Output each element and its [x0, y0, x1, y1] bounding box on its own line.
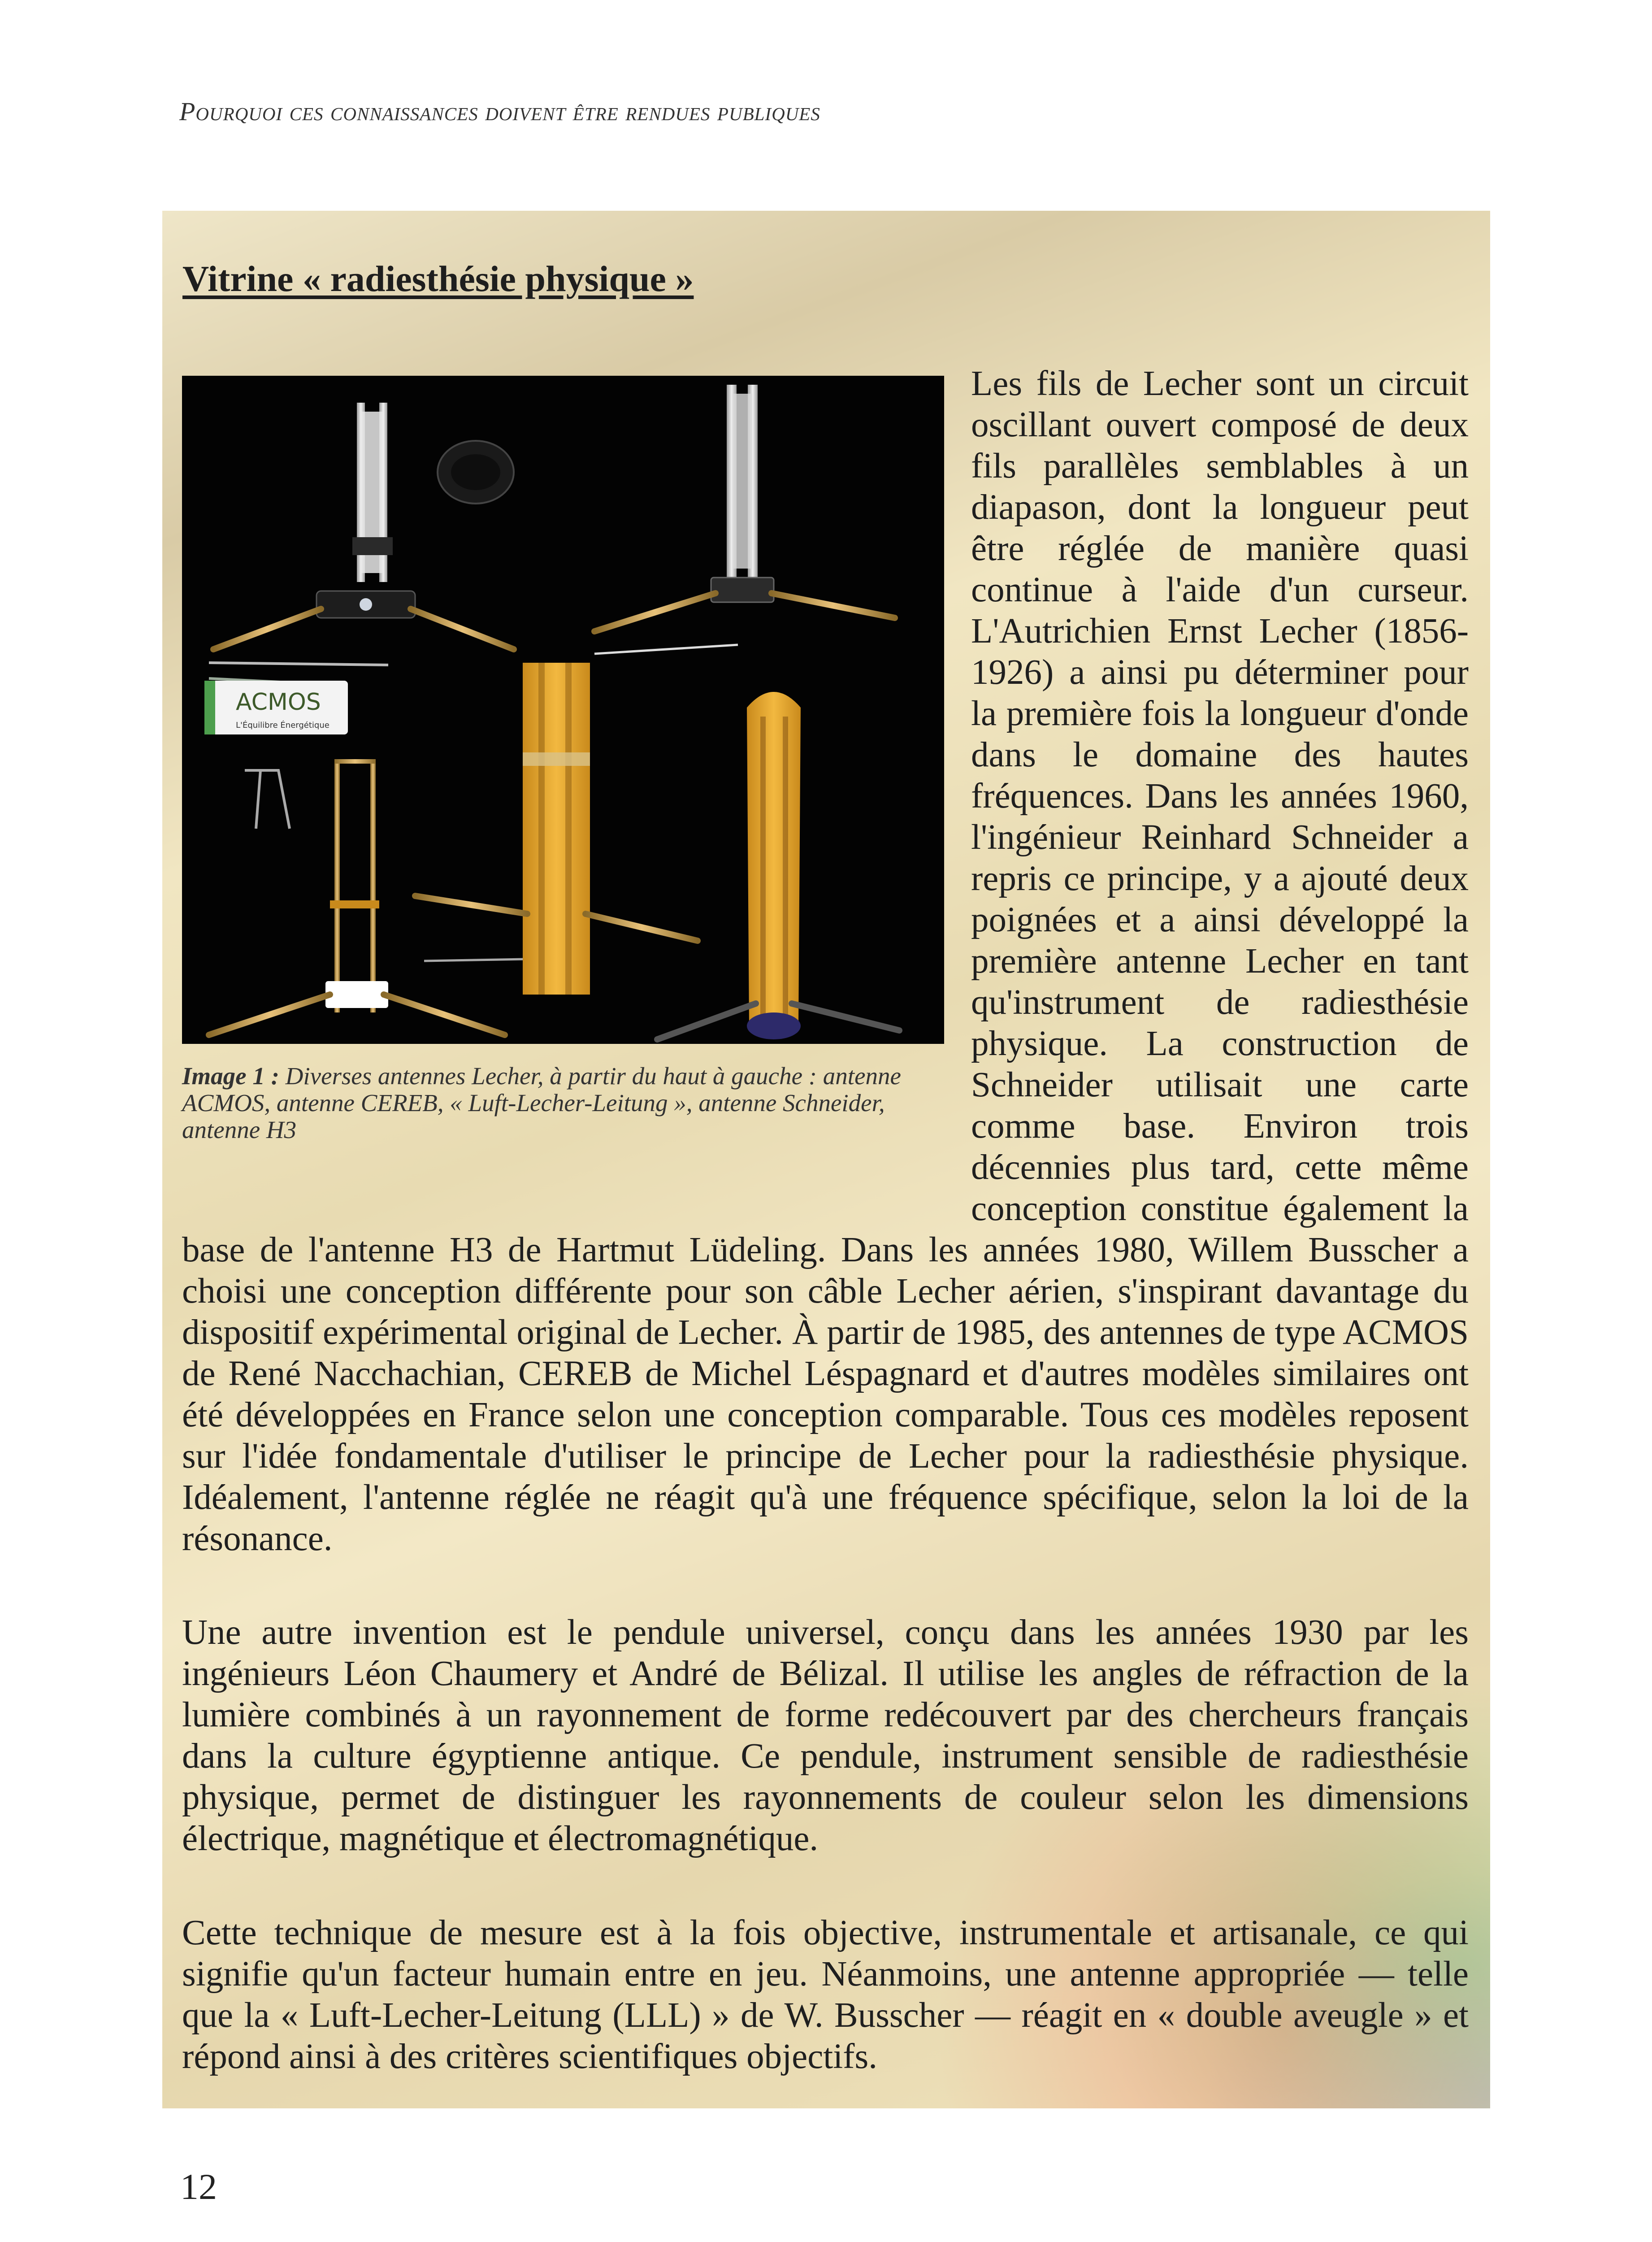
acmos-box-tagline: L'Équilibre Énergétique [236, 721, 330, 730]
antenna-photo [182, 376, 944, 1044]
content-panel [162, 211, 1490, 2108]
acmos-box-brand: ACMOS [236, 689, 321, 716]
paragraph-pendule: Une autre invention est le pendule universel, conçu dans les années 1930 par les ingénieurs Léon Chaumery et André de Bélizal. Il utilise les angles de réfraction de la lumière combinés à un rayonnement de forme redécouvert par des chercheurs français dans la culture égyptienne antique. Ce pendule, instrument sensible de radiesthésie physique, permet de distinguer les rayonnements de couleur selon les dimensions électrique, magnétique et électromagnétique. [182, 1613, 1469, 1858]
section-title: Vitrine « radiesthésie physique » [182, 258, 694, 299]
figure [182, 363, 944, 1215]
running-header: Pourquoi ces connaissances doivent être rendues publiques [179, 97, 820, 126]
paragraph-technique: Cette technique de mesure est à la fois objective, instrumentale et artisanale, ce qui signifie qu'un facteur humain entre en jeu. Néanmoins, une antenne appropriée — telle que la « Luft-Lecher-Leitung (LLL) » de W. Busscher — réagit en « double aveugle » et répond ainsi à des critères scientifiques objectifs. [182, 1913, 1469, 2076]
caption-text: Diverses antennes Lecher, à partir du haut à gauche : antenne ACMOS, antenne CEREB, « Luft-Lecher-Leitung », antenne Schneider, antenne H3 [182, 1062, 901, 1143]
paragraph-lecher-text: Les fils de Lecher sont un circuit oscillant ouvert composé de deux fils parallèles semblables à un diapason, dont la longueur peut être réglée de manière quasi continue à l'aide d'un curseur. L'Autrichien Ernst Lecher (1856-1926) a ainsi pu déterminer pour la première fois la longueur d'onde dans le domaine des hautes fréquences. Dans les années 1960, l'ingénieur Reinhard Schneider a repris ce principe, y a ajouté deux poignées et a ainsi développé la première antenne Lecher en tant qu'instrument de radiesthésie physique. La construction de Schneider utilisait une carte comme base. Environ trois décennies plus tard, cette même conception constitue également la base de l'antenne H3 de Hartmut Lüdeling. Dans les années 1980, Willem Busscher a choisi une conception différente pour son câble Lecher aérien, s'inspirant davantage du dispositif expérimental original de Lecher. À partir de 1985, des antennes de type ACMOS de René Nacchachian, CEREB de Michel Léspagnard et d'autres modèles similaires ont été développées en France selon une conception comparable. Tous ces modèles reposent sur l'idée fondamentale d'utiliser le principe de Lecher pour la radiesthésie physique. Idéalement, l'antenne réglée ne réagit qu'à une fréquence spécifique, selon la loi de la résonance. [182, 364, 1469, 1558]
paragraph-lecher [182, 363, 1469, 1560]
page-number: 12 [180, 2166, 217, 2207]
caption-label: Image 1 : [182, 1062, 279, 1090]
figure-caption [182, 1063, 944, 1143]
